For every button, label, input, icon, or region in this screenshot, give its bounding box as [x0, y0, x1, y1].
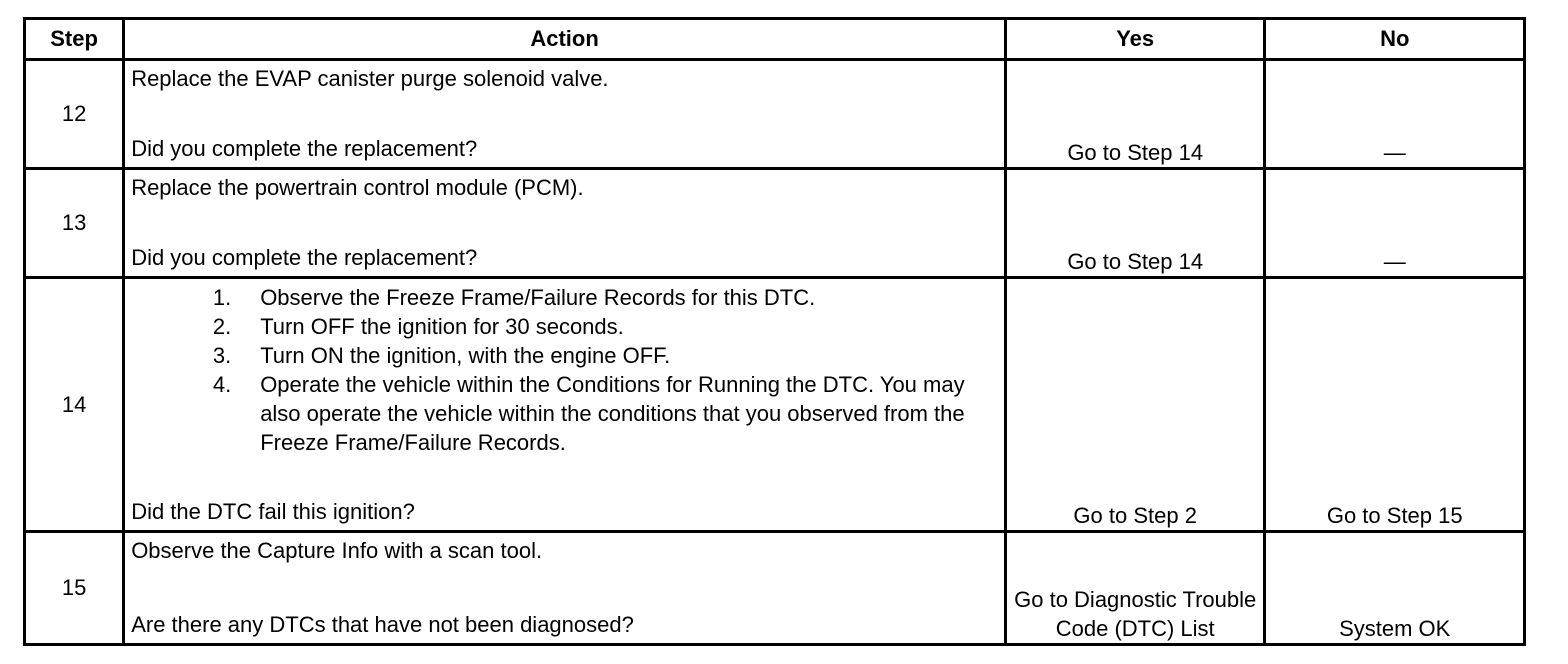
table-row — [25, 532, 1525, 645]
list-item-text: Turn ON the ignition, with the engine OFF. — [260, 343, 671, 368]
list-item — [131, 370, 998, 457]
yes-outcome: Go to Step 14 — [1005, 60, 1265, 169]
action-question: Are there any DTCs that have not been diagnosed? — [131, 612, 634, 637]
step-number: 12 — [25, 60, 124, 169]
action-question: Did you complete the replacement? — [131, 136, 478, 161]
list-item-number: 2. — [212, 314, 232, 339]
table-row — [25, 169, 1525, 278]
action-instruction: Observe the Capture Info with a scan tool. — [131, 538, 543, 563]
step-number: 13 — [25, 169, 124, 278]
list-item-text: Turn OFF the ignition for 30 seconds. — [260, 314, 624, 339]
header-no: No — [1265, 19, 1525, 60]
yes-outcome: Go to Step 14 — [1005, 169, 1265, 278]
action-cell — [124, 278, 1006, 532]
list-item-number: 1. — [212, 285, 232, 310]
header-action: Action — [124, 19, 1006, 60]
yes-outcome: Go to Diagnostic Trouble Code (DTC) List — [1005, 532, 1265, 645]
no-outcome: System OK — [1265, 532, 1525, 645]
list-item-text: Operate the vehicle within the Conditions for Running the DTC. You may also operate the vehicle within the conditions that you observed from the Freeze Frame/Failure Records. — [260, 372, 965, 455]
list-item — [131, 341, 998, 370]
step-number: 15 — [25, 532, 124, 645]
action-instruction: Replace the EVAP canister purge solenoid valve. — [131, 66, 609, 91]
action-cell — [124, 60, 1006, 169]
list-item — [131, 312, 998, 341]
header-row — [25, 19, 1525, 60]
header-yes: Yes — [1005, 19, 1265, 60]
table-row — [25, 278, 1525, 532]
no-outcome: — — [1265, 60, 1525, 169]
no-outcome: Go to Step 15 — [1265, 278, 1525, 532]
table-row — [25, 60, 1525, 169]
diagnostic-table — [23, 17, 1526, 646]
list-item — [131, 283, 998, 312]
list-item-text: Observe the Freeze Frame/Failure Records for this DTC. — [260, 285, 816, 310]
action-instruction-list — [131, 283, 998, 457]
list-item-number: 3. — [212, 343, 232, 368]
action-cell — [124, 169, 1006, 278]
action-question: Did the DTC fail this ignition? — [131, 499, 415, 524]
no-outcome: — — [1265, 169, 1525, 278]
action-question: Did you complete the replacement? — [131, 245, 478, 270]
yes-outcome: Go to Step 2 — [1005, 278, 1265, 532]
action-instruction: Replace the powertrain control module (PCM). — [131, 175, 584, 200]
action-cell — [124, 532, 1006, 645]
list-item-number: 4. — [212, 372, 232, 397]
step-number: 14 — [25, 278, 124, 532]
header-step: Step — [25, 19, 124, 60]
